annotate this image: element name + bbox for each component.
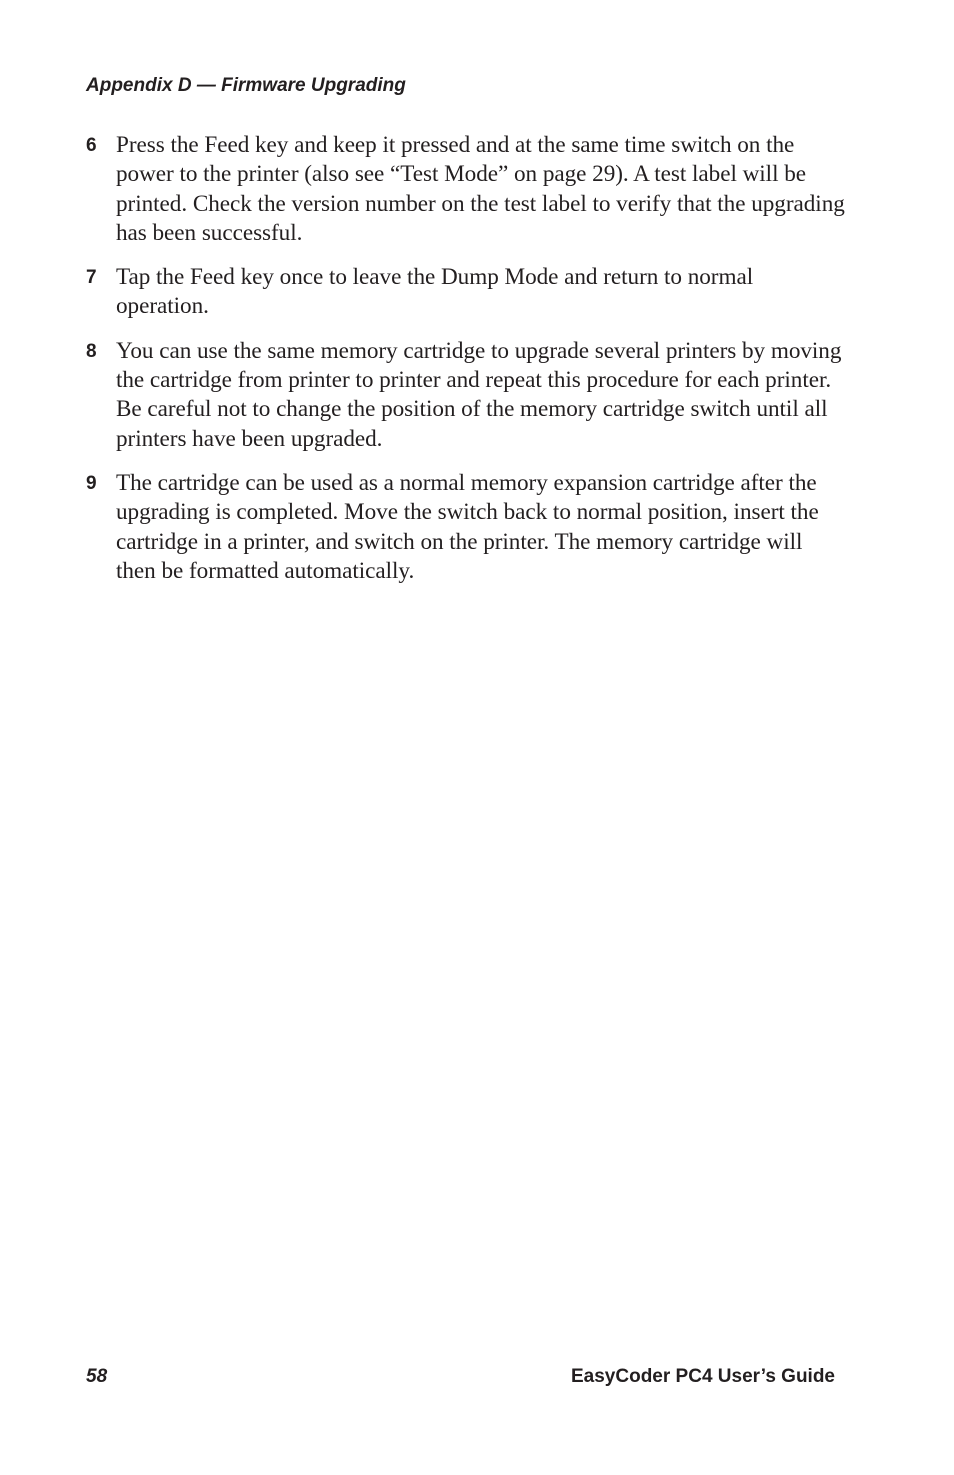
step-item	[86, 337, 846, 454]
step-text: You can use the same memory cartridge to upgrade several printers by moving the cartridge from printer to printer and repeat this procedure for each printer. Be careful not to change the position of the memory cartridge switch until all printers have been upgraded.	[116, 337, 842, 452]
step-text: Press the Feed key and keep it pressed and at the same time switch on the power to the printer (also see “Test Mode” on page 29). A test label will be printed. Check the version number on the test label to verify that the upgrading has been successful.	[116, 132, 845, 246]
step-item	[86, 131, 846, 248]
step-number: 7	[86, 267, 97, 289]
procedure-steps	[86, 131, 846, 601]
step-number: 6	[86, 135, 97, 156]
step-text: The cartridge can be used as a normal memory expansion cartridge after the upgrading is completed. Move the switch back to normal position, insert the cartridge in a printer, and switch on the printer. The memory cartridge will then be formatted automatically.	[116, 469, 819, 584]
step-text: Tap the Feed key once to leave the Dump Mode and return to normal operation.	[116, 264, 754, 320]
step-number: 9	[86, 472, 97, 494]
step-number: 8	[86, 340, 97, 362]
step-item	[86, 263, 846, 322]
running-header: Appendix D — Firmware Upgrading	[86, 75, 406, 96]
page-number: 58	[86, 1366, 108, 1387]
book-title: EasyCoder PC4 User’s Guide	[571, 1366, 835, 1387]
step-item	[86, 469, 846, 586]
